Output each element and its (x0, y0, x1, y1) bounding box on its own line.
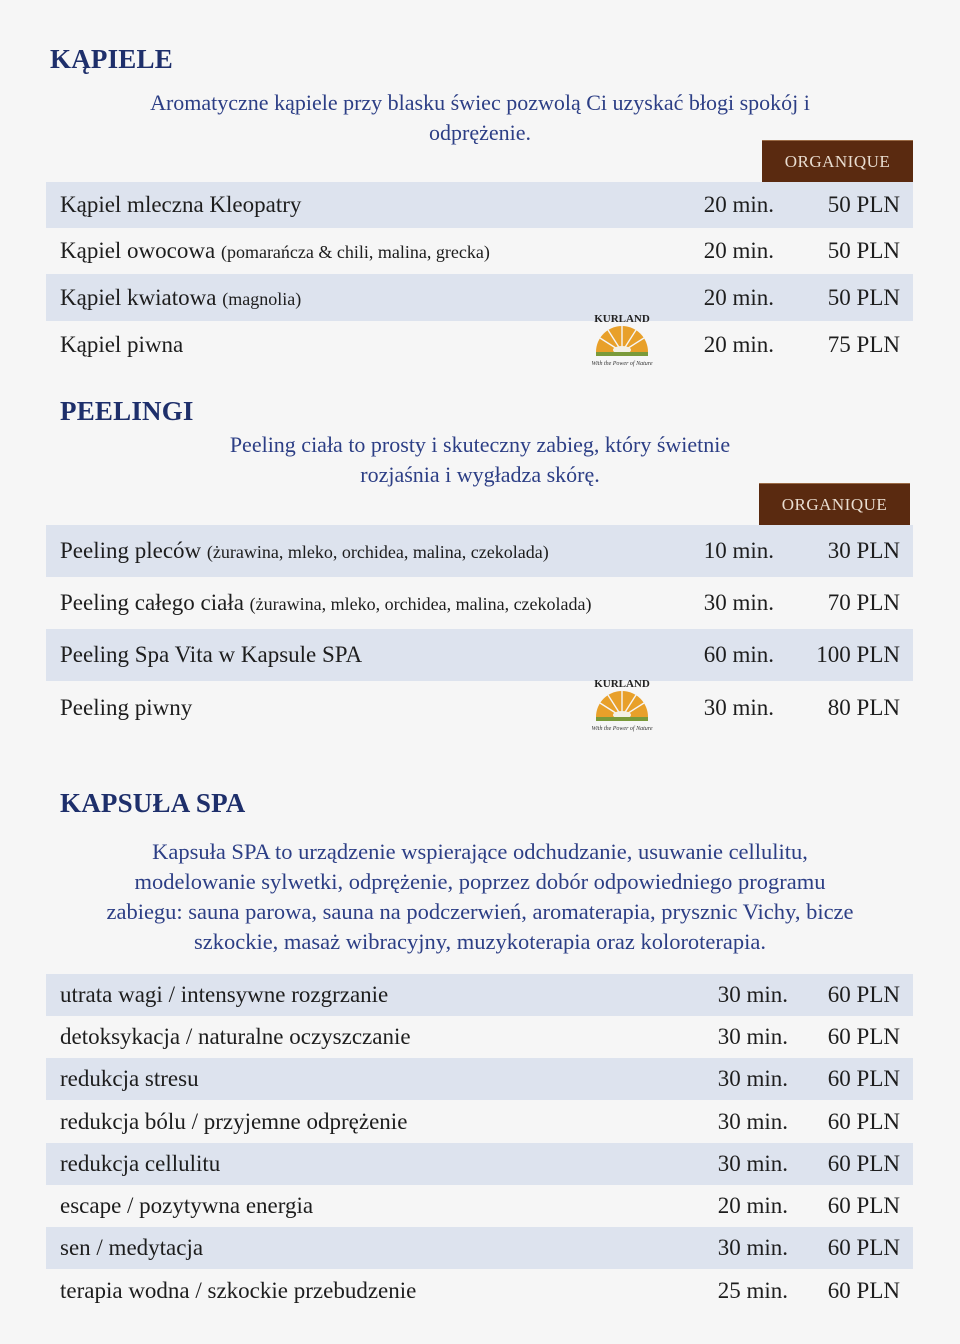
program-name: redukcja stresu (60, 1066, 199, 1091)
treatment-name: Kąpiel owocowa (pomarańcza & chili, malina, grecka) (60, 238, 490, 263)
treatment-time: 30 min. (703, 590, 774, 615)
list-item (46, 228, 913, 274)
capsule-intro: Kapsuła SPA to urządzenie wspierające odchudzanie, usuwanie cellulitu, modelowanie sylwetki, odprężenie, poprzez dobór odpowiedniego programu zabiegu: sauna parowa, sauna na podczerwień, aromaterapia, prysznic Vichy, bicze szkockie, masaż wibracyjny, muzykoterapia oraz koloroterapia. (106, 839, 854, 954)
program-price: 60 PLN (827, 1066, 900, 1091)
organique-logo: ORGANIQUE (759, 483, 910, 526)
treatment-price: 70 PLN (827, 590, 900, 615)
treatment-name: Kąpiel mleczna Kleopatry (60, 192, 302, 217)
program-time: 30 min. (717, 1066, 788, 1091)
program-time: 30 min. (717, 1108, 788, 1134)
program-name: detoksykacja / naturalne oczyszczanie (60, 1024, 411, 1049)
treatment-time: 30 min. (703, 695, 774, 720)
treatment-name: Peeling piwny (60, 695, 193, 720)
list-item (46, 274, 913, 321)
treatment-price: 50 PLN (827, 284, 900, 310)
treatment-price: 30 PLN (827, 538, 900, 563)
program-time: 20 min. (717, 1193, 788, 1218)
peelings-intro: Peeling ciała to prosty i skuteczny zabieg, który świetnie rozjaśnia i wygładza skórę. (229, 432, 731, 487)
program-name: escape / pozytywna energia (60, 1193, 314, 1218)
list-item (46, 1269, 913, 1312)
treatment-price: 75 PLN (827, 332, 900, 357)
program-price: 60 PLN (827, 1193, 900, 1218)
list-item (46, 1143, 913, 1185)
svg-text:With the Power of Nature: With the Power of Nature (591, 361, 653, 367)
program-price: 60 PLN (827, 1235, 900, 1260)
program-name: utrata wagi / intensywne rozgrzanie (60, 982, 389, 1007)
list-item (46, 182, 913, 228)
treatment-price: 50 PLN (827, 238, 900, 263)
treatment-name: Kąpiel kwiatowa (magnolia) (60, 284, 302, 310)
list-item (46, 681, 913, 735)
list-item (46, 1227, 913, 1269)
program-time: 30 min. (717, 982, 788, 1007)
treatment-name: Peeling Spa Vita w Kapsule SPA (60, 642, 363, 667)
program-name: terapia wodna / szkockie przebudzenie (60, 1277, 417, 1303)
list-item (46, 1016, 913, 1058)
list-item (46, 1100, 913, 1143)
program-time: 30 min. (717, 1151, 788, 1176)
svg-text:KURLAND: KURLAND (594, 313, 650, 325)
peelings-heading: PEELINGI (60, 396, 194, 426)
treatment-time: 20 min. (703, 284, 774, 310)
treatment-price: 100 PLN (816, 642, 900, 667)
treatment-time: 20 min. (703, 238, 774, 263)
treatment-time: 60 min. (703, 642, 774, 667)
list-item (46, 525, 913, 577)
list-item (46, 629, 913, 681)
list-item (46, 577, 913, 629)
list-item (46, 974, 913, 1016)
kurland-logo (582, 312, 662, 368)
treatment-price: 80 PLN (827, 695, 900, 720)
treatment-name: Kąpiel piwna (60, 332, 184, 357)
capsule-heading: KAPSUŁA SPA (60, 788, 246, 818)
program-time: 25 min. (717, 1277, 788, 1303)
kurland-logo (582, 677, 662, 733)
treatment-name: Peeling całego ciała (żurawina, mleko, orchidea, malina, czekolada) (60, 590, 592, 615)
baths-intro: Aromatyczne kąpiele przy blasku świec pozwolą Ci uzyskać błogi spokój i odprężenie. (150, 90, 810, 145)
program-name: redukcja bólu / przyjemne odprężenie (60, 1108, 408, 1134)
program-price: 60 PLN (827, 1024, 900, 1049)
svg-text:KURLAND: KURLAND (594, 678, 650, 690)
program-price: 60 PLN (827, 1108, 900, 1134)
program-name: redukcja cellulitu (60, 1151, 221, 1176)
program-time: 30 min. (717, 1024, 788, 1049)
program-price: 60 PLN (827, 1277, 900, 1303)
program-time: 30 min. (717, 1235, 788, 1260)
treatment-price: 50 PLN (827, 192, 900, 217)
list-item (46, 1058, 913, 1100)
program-price: 60 PLN (827, 982, 900, 1007)
program-price: 60 PLN (827, 1151, 900, 1176)
treatment-time: 10 min. (703, 538, 774, 563)
treatment-name: Peeling pleców (żurawina, mleko, orchidea, malina, czekolada) (60, 538, 549, 563)
baths-heading: KĄPIELE (50, 44, 173, 74)
program-name: sen / medytacja (60, 1235, 204, 1260)
list-item (46, 1185, 913, 1227)
svg-text:With the Power of Nature: With the Power of Nature (591, 726, 653, 732)
treatment-time: 20 min. (703, 192, 774, 217)
organique-logo: ORGANIQUE (762, 140, 913, 183)
list-item (46, 321, 913, 369)
treatment-time: 20 min. (703, 332, 774, 357)
